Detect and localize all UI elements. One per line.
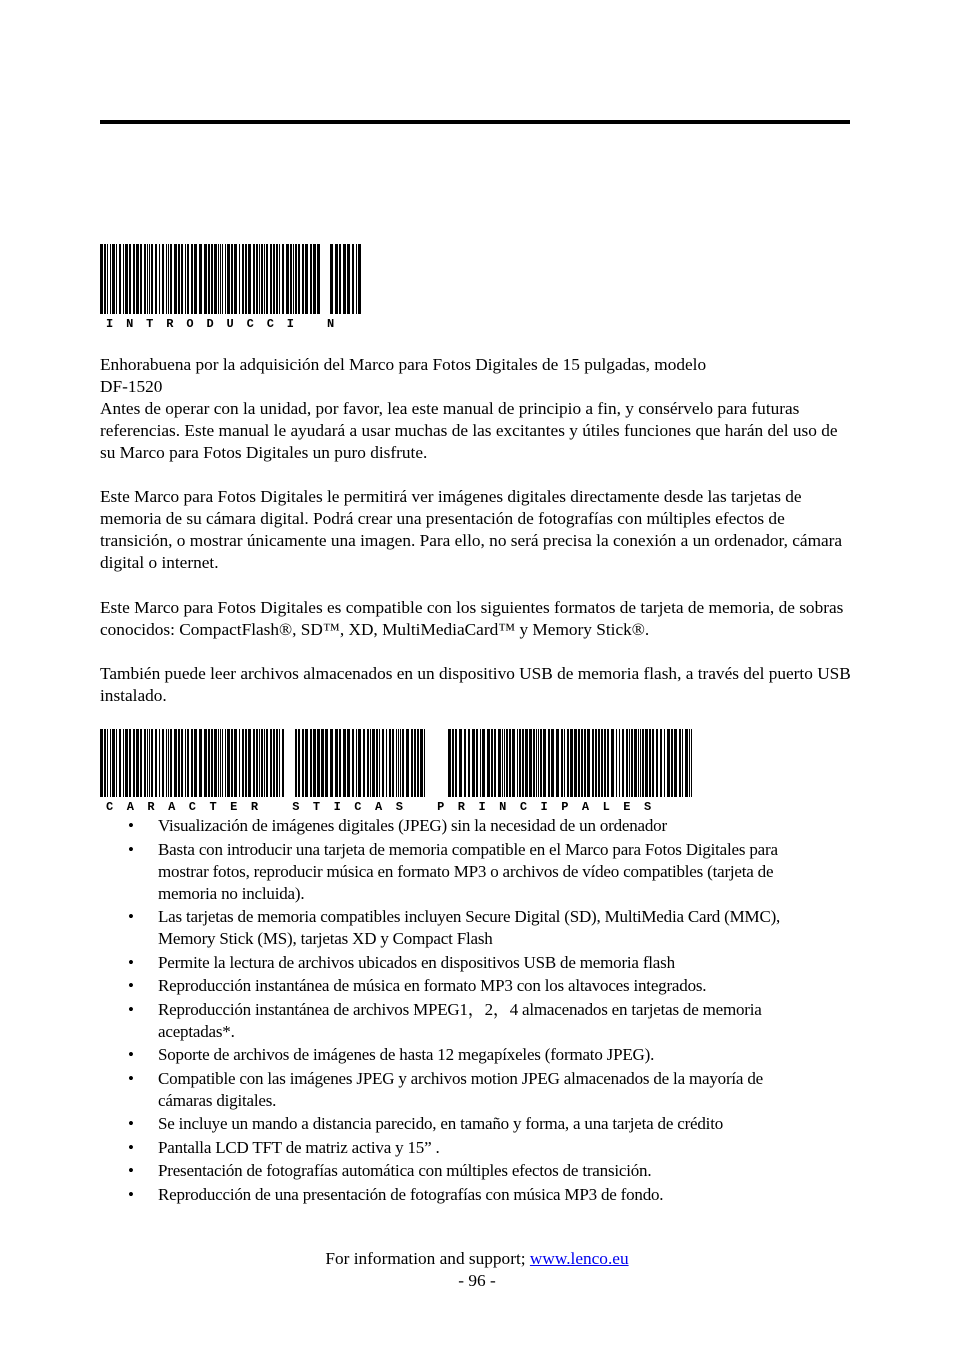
bullet-icon: • xyxy=(128,1161,134,1180)
bullet-icon: • xyxy=(128,999,134,1019)
feature-item xyxy=(100,1160,820,1182)
bullet-icon: • xyxy=(128,816,134,835)
barcode-bars xyxy=(100,244,361,314)
feature-item xyxy=(100,1137,820,1159)
feature-item xyxy=(100,999,820,1043)
feature-item xyxy=(100,1184,820,1206)
feature-text: Pantalla LCD TFT de matriz activa y 15” . xyxy=(158,1137,440,1157)
bullet-icon: • xyxy=(128,1068,134,1088)
formats-text: Este Marco para Fotos Digitales es compatible con los siguientes formatos de tarjeta de memoria, de sobras conocidos: CompactFlash®, SD™, XD, MultiMediaCard™ y Memory Stick®. xyxy=(100,598,844,639)
usb-text: También puede leer archivos almacenados en un dispositivo USB de memoria flash, a través del puerto USB instalado. xyxy=(100,664,851,705)
feature-text: Reproducción instantánea de música en formato MP3 con los altavoces integrados. xyxy=(158,976,707,995)
feature-list xyxy=(100,815,820,1207)
feature-item xyxy=(100,1044,820,1066)
bullet-icon: • xyxy=(128,976,134,995)
feature-text: Se incluye un mando a distancia parecido, en tamaño y forma, a una tarjeta de crédito xyxy=(158,1114,724,1133)
barcode-bars xyxy=(100,729,692,797)
viewing-text: Este Marco para Fotos Digitales le permitirá ver imágenes digitales directamente desde las tarjetas de memoria de su cámara digital. Podrá crear una presentación de fotografías con múltiples efectos de transición, o mostrar únicamente una imagen. Para ello, no será precisa la conexión a un ordenador, cámara digital o internet. xyxy=(100,487,843,572)
introduction-heading xyxy=(100,244,362,330)
footer-support xyxy=(0,1248,954,1270)
feature-text: Presentación de fotografías automática con múltiples efectos de transición. xyxy=(158,1161,652,1180)
introduction-heading-barcode xyxy=(100,244,362,330)
feature-text: Basta con introducir una tarjeta de memoria compatible en el Marco para Fotos Digitales para mostrar fotos, reproducir música en formato MP3 o archivos de vídeo compatibles (tarjeta de memoria no incluida). xyxy=(158,839,778,903)
bullet-icon: • xyxy=(128,1137,134,1157)
feature-item xyxy=(100,1113,820,1135)
feature-item xyxy=(100,839,820,905)
bullet-icon: • xyxy=(128,1184,134,1204)
feature-text: Las tarjetas de memoria compatibles incluyen Secure Digital (SD), MultiMedia Card (MMC), Memory Stick (MS), tarjetas XD y Compact Flash xyxy=(158,907,781,948)
intro-paragraph xyxy=(100,354,856,464)
header-rule xyxy=(100,120,850,124)
heading-label: INTRODUCCI N xyxy=(106,317,349,330)
page-number: - 96 - xyxy=(458,1271,496,1290)
features-heading xyxy=(100,729,692,813)
bullet-icon: • xyxy=(128,952,134,972)
feature-item xyxy=(100,1068,820,1112)
feature-item xyxy=(100,815,820,837)
viewing-paragraph xyxy=(100,486,856,574)
feature-item xyxy=(100,906,820,950)
bullet-icon: • xyxy=(128,839,134,859)
footer-website-link[interactable]: www.lenco.eu xyxy=(529,1249,629,1268)
usb-paragraph xyxy=(100,663,856,707)
feature-item xyxy=(100,975,820,997)
footer-support-text: For information and support; xyxy=(325,1249,530,1268)
features-heading-barcode xyxy=(100,729,692,813)
bullet-icon: • xyxy=(128,907,134,926)
feature-text: Soporte de archivos de imágenes de hasta 12 megapíxeles (formato JPEG). xyxy=(158,1045,655,1064)
feature-text: Compatible con las imágenes JPEG y archivos motion JPEG almacenados de la mayoría de cámaras digitales. xyxy=(158,1068,763,1110)
intro-text: Enhorabuena por la adquisición del Marco para Fotos Digitales de 15 pulgadas, modelo DF-1520 Antes de operar con la unidad, por favor, lea este manual de principio a fin, y consérvelo para futuras referencias. Este manual le ayudará a usar muchas de las excitantes y útiles funciones que harán del uso de su Marco para Fotos Digitales un puro disfrute. xyxy=(100,355,838,462)
formats-paragraph xyxy=(100,597,856,641)
feature-text: Reproducción instantánea de archivos MPEG1，2，4 almacenados en tarjetas de memoria aceptadas*. xyxy=(158,999,762,1041)
feature-text: Permite la lectura de archivos ubicados en dispositivos USB de memoria flash xyxy=(158,952,675,972)
feature-text: Visualización de imágenes digitales (JPEG) sin la necesidad de un ordenador xyxy=(158,816,667,835)
bullet-icon: • xyxy=(128,1114,134,1133)
heading-label: CARACTER STICAS PRINCIPALES xyxy=(106,800,666,813)
feature-item xyxy=(100,952,820,974)
bullet-icon: • xyxy=(128,1045,134,1064)
feature-text: Reproducción de una presentación de fotografías con música MP3 de fondo. xyxy=(158,1184,664,1204)
